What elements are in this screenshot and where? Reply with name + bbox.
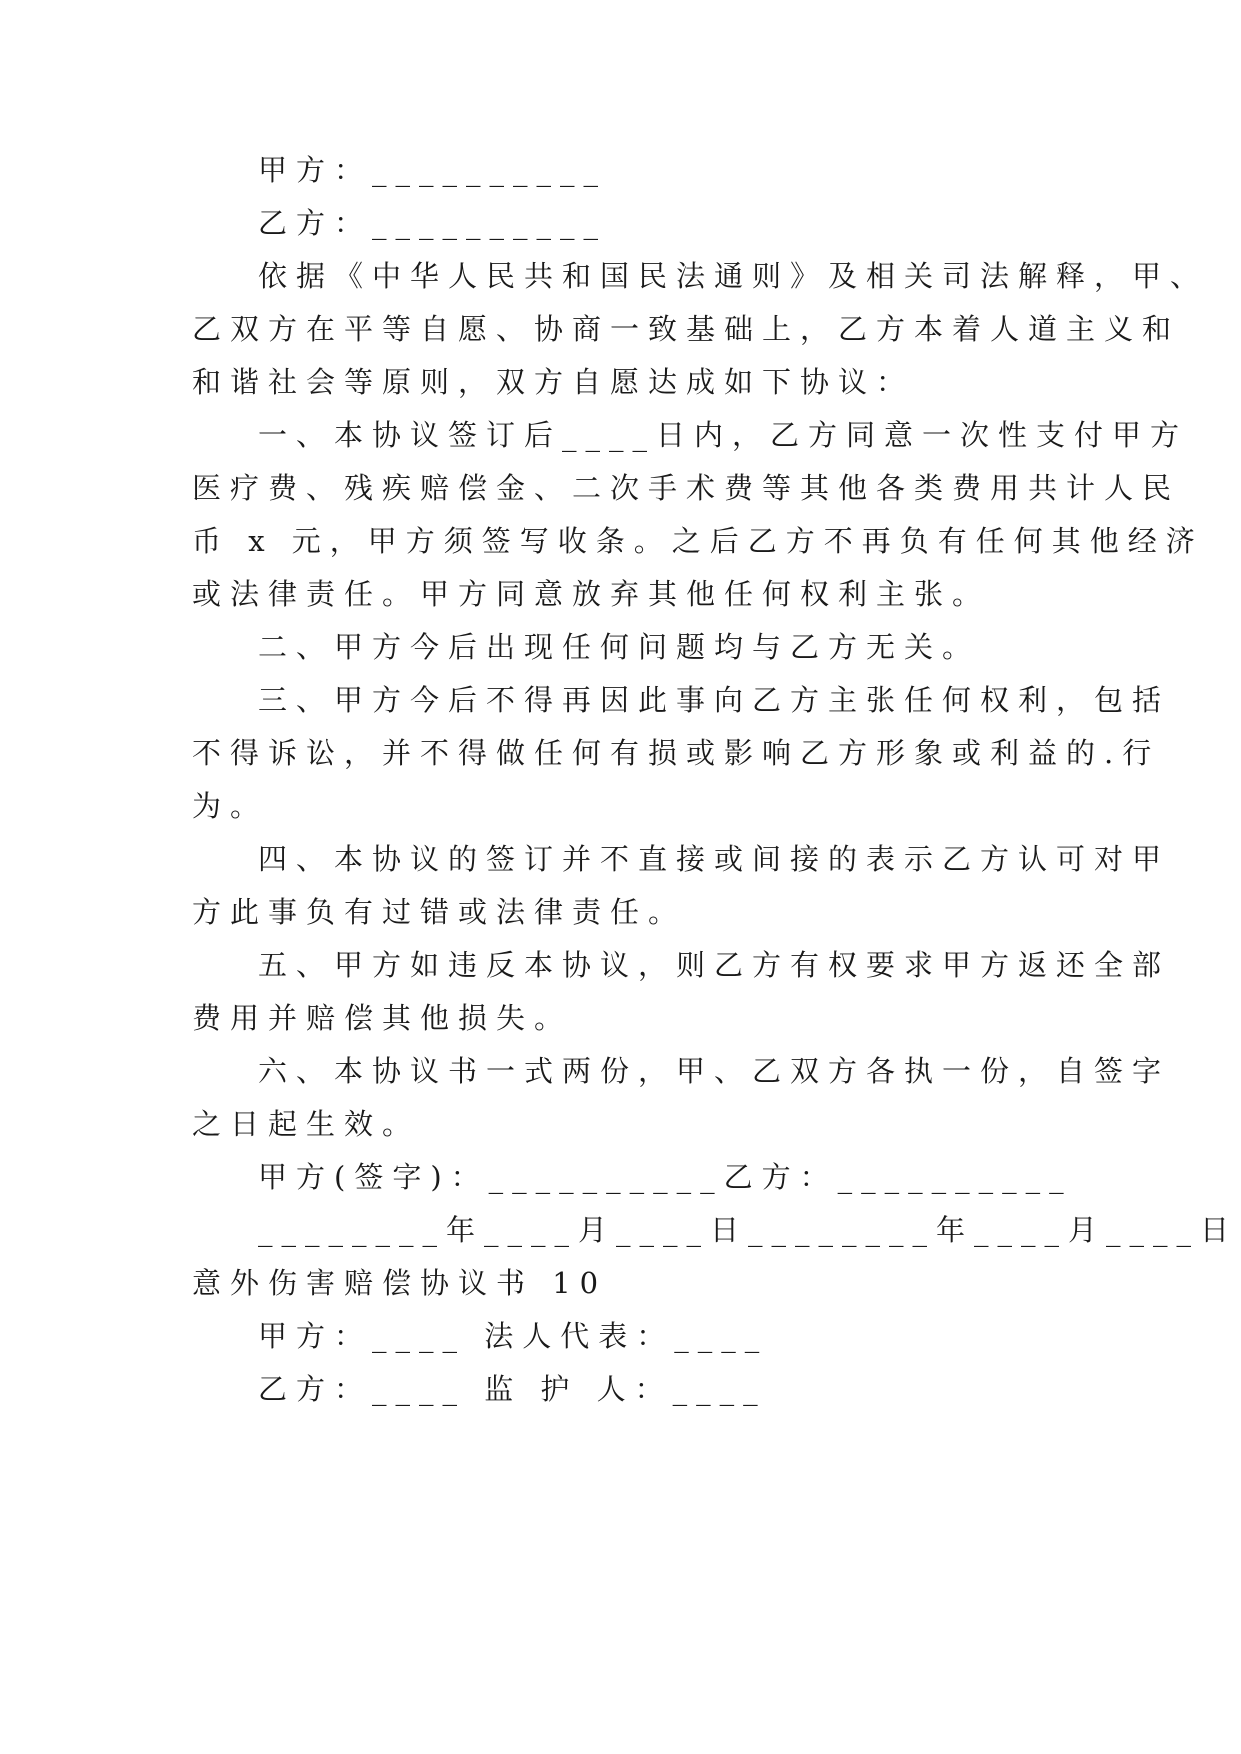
clause-3-line: 三、甲方今后不得再因此事向乙方主张任何权利，包括 [258, 683, 1171, 717]
clause-2-line: 二、甲方今后出现任何问题均与乙方无关。 [258, 630, 981, 664]
party-a-representative-line: 甲方：____ 法人代表：____ [258, 1319, 769, 1353]
clause-1-line: 医疗费、残疾赔偿金、二次手术费等其他各类费用共计人民 [192, 471, 1181, 505]
clause-4-line: 四、本协议的签订并不直接或间接的表示乙方认可对甲 [258, 842, 1171, 876]
party-a-line: 甲方：__________ [258, 153, 608, 187]
clause-6-line: 之日起生效。 [192, 1107, 421, 1141]
clause-6-line: 六、本协议书一式两份，甲、乙双方各执一份，自签字 [258, 1054, 1171, 1088]
paragraph-line: 和谐社会等原则，双方自愿达成如下协议： [192, 365, 915, 399]
date-line: ________年____月____日________年____月____日 [258, 1213, 1239, 1247]
party-b-guardian-line: 乙方：____ 监 护 人：____ [258, 1372, 767, 1406]
paragraph-line: 乙双方在平等自愿、协商一致基础上，乙方本着人道主义和 [192, 312, 1181, 346]
clause-3-line: 为。 [192, 789, 269, 823]
paragraph-line: 依据《中华人民共和国民法通则》及相关司法解释，甲、 [258, 259, 1209, 293]
clause-5-line: 费用并赔偿其他损失。 [192, 1001, 573, 1035]
signature-line: 甲方(签字)：__________乙方：__________ [258, 1160, 1073, 1194]
clause-1-line: 一、本协议签订后____日内，乙方同意一次性支付甲方 [258, 418, 1189, 452]
clause-1-line: 或法律责任。甲方同意放弃其他任何权利主张。 [192, 577, 991, 611]
clause-1-line: 币 x 元，甲方须签写收条。之后乙方不再负有任何其他经济 [192, 524, 1204, 558]
clause-5-line: 五、甲方如违反本协议，则乙方有权要求甲方返还全部 [258, 948, 1171, 982]
party-b-line: 乙方：__________ [258, 206, 608, 240]
clause-3-line: 不得诉讼，并不得做任何有损或影响乙方形象或利益的.行 [192, 736, 1161, 770]
clause-4-line: 方此事负有过错或法律责任。 [192, 895, 687, 929]
section-title: 意外伤害赔偿协议书 10 [192, 1266, 608, 1300]
